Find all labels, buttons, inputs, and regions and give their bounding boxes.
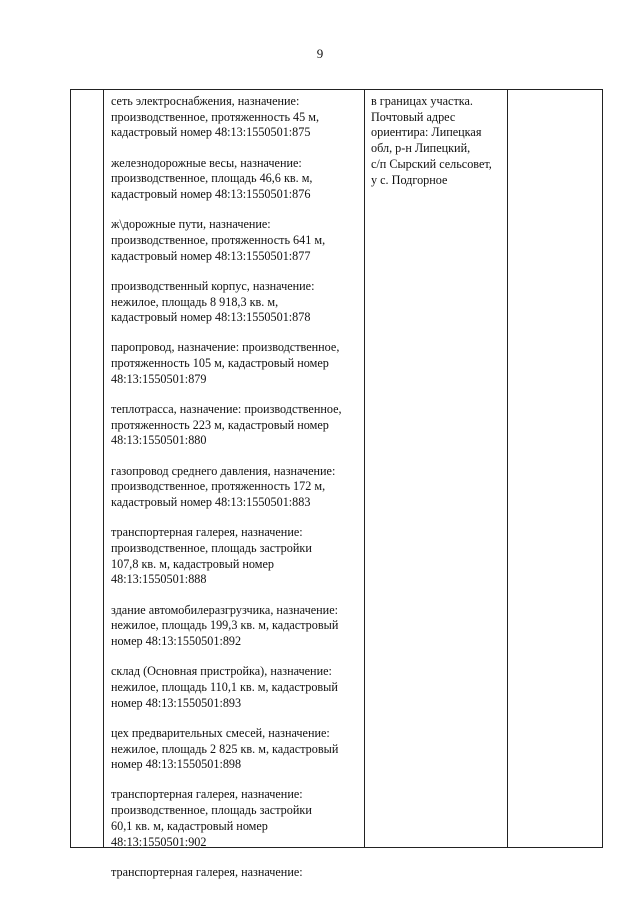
object-entry-line: ж\дорожные пути, назначение:	[111, 217, 271, 232]
object-entry-line: железнодорожные весы, назначение:	[111, 155, 302, 170]
object-entry	[111, 726, 360, 773]
object-entry	[111, 217, 360, 264]
table-row	[71, 90, 603, 848]
object-entry-line: здание автомобилеразгрузчика, назначение:	[111, 602, 338, 617]
document-table	[70, 89, 603, 879]
object-entry-line: сеть электроснабжения, назначение:	[111, 94, 300, 108]
object-entry-line: 48:13:1550501:879	[111, 371, 207, 386]
object-entry	[111, 865, 360, 881]
object-entry	[111, 787, 360, 850]
object-entry	[111, 156, 360, 203]
object-entry-line: производственное, протяженность 172 м,	[111, 479, 326, 494]
location-cell	[365, 90, 508, 848]
object-entry-line: 48:13:1550501:902	[111, 834, 207, 849]
row-number-cell	[71, 90, 104, 848]
object-entry	[111, 603, 360, 650]
object-entry-line: номер 48:13:1550501:898	[111, 757, 242, 772]
object-entry-line: производственный корпус, назначение:	[111, 278, 315, 293]
object-entry-line: транспортерная галерея, назначение:	[111, 787, 303, 802]
object-entry-line: склад (Основная пристройка), назначение:	[111, 664, 332, 679]
object-entry-line: номер 48:13:1550501:892	[111, 633, 242, 648]
object-entry-line: теплотрасса, назначение: производственное,	[111, 402, 342, 417]
object-entry	[111, 340, 360, 387]
object-entry-line: транспортерная галерея, назначение:	[111, 525, 303, 540]
location-line: с/п Сырский сельсовет,	[371, 156, 492, 171]
object-entry-line: производственное, площадь застройки	[111, 803, 312, 818]
objects-list	[104, 90, 364, 879]
object-entry-line: производственное, площадь 46,6 кв. м,	[111, 171, 313, 186]
location-line: Почтовый адрес	[371, 109, 456, 124]
location-line: обл, р-н Липецкий,	[371, 141, 471, 156]
object-entry	[111, 402, 360, 449]
object-entry-line: нежилое, площадь 2 825 кв. м, кадастровый	[111, 741, 339, 756]
location-line: ориентира: Липецкая	[371, 125, 482, 140]
object-entry-line: 48:13:1550501:888	[111, 572, 207, 587]
object-entry-line: паропровод, назначение: производственное,	[111, 340, 340, 355]
object-entry-line: газопровод среднего давления, назначение:	[111, 463, 336, 478]
object-entry	[111, 94, 360, 141]
object-entry-line: номер 48:13:1550501:893	[111, 695, 242, 710]
object-entry-line: протяженность 105 м, кадастровый номер	[111, 356, 329, 371]
location-line: в границах участка.	[371, 94, 473, 108]
object-entry-line: производственное, протяженность 45 м,	[111, 109, 320, 124]
object-entry-line: производственное, площадь застройки	[111, 540, 312, 555]
objects-cell	[104, 90, 365, 879]
object-entry-line: цех предварительных смесей, назначение:	[111, 725, 330, 740]
page-number: 9	[316, 46, 324, 61]
object-entry-line: кадастровый номер 48:13:1550501:876	[111, 187, 311, 202]
object-entry-line: нежилое, площадь 110,1 кв. м, кадастровый	[111, 679, 338, 694]
object-entry-line: нежилое, площадь 8 918,3 кв. м,	[111, 294, 279, 309]
object-entry-line: протяженность 223 м, кадастровый номер	[111, 417, 329, 432]
object-entry-line: 48:13:1550501:880	[111, 433, 207, 448]
object-entry-line: 60,1 кв. м, кадастровый номер	[111, 818, 268, 833]
location-line: у с. Подгорное	[371, 172, 448, 187]
object-entry	[111, 464, 360, 511]
location-text	[365, 90, 507, 188]
object-entry	[111, 664, 360, 711]
object-entry-line: кадастровый номер 48:13:1550501:877	[111, 248, 311, 263]
object-entry-line: нежилое, площадь 199,3 кв. м, кадастровый	[111, 618, 339, 633]
object-entry-line: кадастровый номер 48:13:1550501:883	[111, 495, 311, 510]
object-entry	[111, 525, 360, 588]
object-entry-line: транспортерная галерея, назначение:	[111, 864, 303, 879]
object-entry	[111, 279, 360, 326]
object-entry-line: производственное, протяженность 641 м,	[111, 232, 326, 247]
notes-cell	[508, 90, 603, 848]
object-entry-line: кадастровый номер 48:13:1550501:875	[111, 125, 311, 140]
object-entry-line: кадастровый номер 48:13:1550501:878	[111, 310, 311, 325]
object-entry-line: 107,8 кв. м, кадастровый номер	[111, 556, 274, 571]
